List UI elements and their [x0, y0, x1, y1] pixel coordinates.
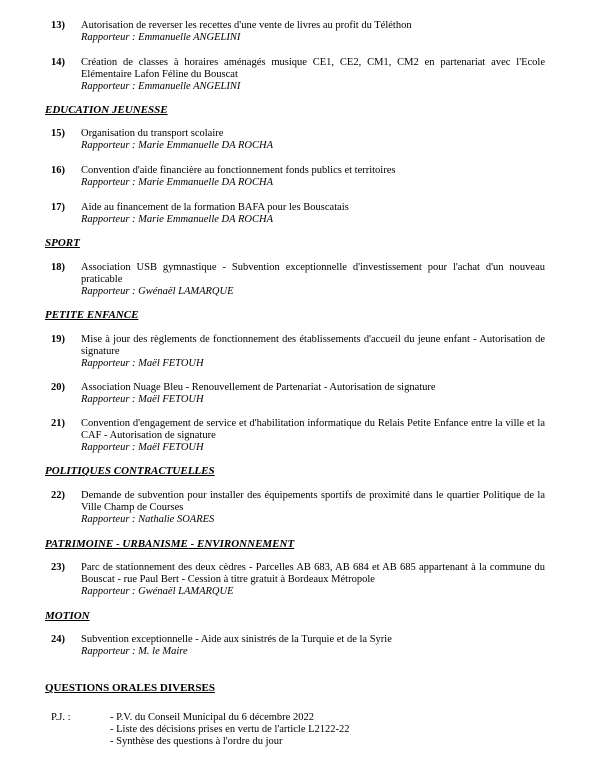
item-title: Convention d'engagement de service et d'habilitation informatique du Relais Petite Enfance entre la ville et la CAF - Autorisation de signature — [81, 418, 545, 441]
item-body — [81, 382, 545, 406]
item-rapporteur: Rapporteur : Nathalie SOARES — [81, 514, 215, 525]
item-number: 14) — [51, 57, 65, 68]
item-body — [81, 634, 545, 658]
item-title: Mise à jour des règlements de fonctionnement des établissements d'accueil du jeune enfant - Autorisation de signature — [81, 334, 545, 357]
item-rapporteur: Rapporteur : Maël FETOUH — [81, 358, 204, 369]
item-rapporteur: Rapporteur : Gwénaël LAMARQUE — [81, 286, 234, 297]
item-rapporteur: Rapporteur : Marie Emmanuelle DA ROCHA — [81, 140, 273, 151]
attachments-label: P.J. : — [51, 712, 71, 723]
item-title: Parc de stationnement des deux cèdres - Parcelles AB 683, AB 684 et AB 685 appartenant à la commune du Bouscat - rue Paul Bert - Cession à titre gratuit à Bordeaux Métropole — [81, 562, 545, 585]
item-body — [81, 20, 545, 44]
section-title-questions: QUESTIONS ORALES DIVERSES — [45, 682, 215, 694]
section-title-education: EDUCATION JEUNESSE — [45, 104, 168, 116]
item-body — [81, 334, 545, 370]
item-rapporteur: Rapporteur : Emmanuelle ANGELINI — [81, 32, 241, 43]
section-title-patrimoine: PATRIMOINE - URBANISME - ENVIRONNEMENT — [45, 538, 295, 550]
item-title: Autorisation de reverser les recettes d'une vente de livres au profit du Téléthon — [81, 20, 412, 31]
item-number: 19) — [51, 334, 65, 345]
item-rapporteur: Rapporteur : Emmanuelle ANGELINI — [81, 81, 241, 92]
item-body — [81, 418, 545, 454]
item-body — [81, 57, 545, 93]
section-title-petite-enfance: PETITE ENFANCE — [45, 309, 139, 321]
item-title: Demande de subvention pour installer des équipements sportifs de proximité dans le quartier Politique de la Ville Champ de Courses — [81, 490, 545, 513]
item-number: 23) — [51, 562, 65, 573]
item-number: 21) — [51, 418, 65, 429]
item-rapporteur: Rapporteur : Maël FETOUH — [81, 442, 204, 453]
item-body — [81, 562, 545, 598]
item-title: Création de classes à horaires aménagés musique CE1, CE2, CM1, CM2 en partenariat avec l'Ecole Elémentaire Lafon Féline du Bouscat — [81, 57, 545, 80]
item-title: Aide au financement de la formation BAFA pour les Bouscatais — [81, 202, 349, 213]
item-title: Association Nuage Bleu - Renouvellement de Partenariat - Autorisation de signature — [81, 382, 436, 393]
item-body — [81, 165, 545, 189]
item-number: 15) — [51, 128, 65, 139]
section-title-sport: SPORT — [45, 237, 80, 249]
item-body — [81, 490, 545, 526]
item-number: 24) — [51, 634, 65, 645]
item-number: 13) — [51, 20, 65, 31]
item-rapporteur: Rapporteur : Marie Emmanuelle DA ROCHA — [81, 214, 273, 225]
item-title: Convention d'aide financière au fonctionnement fonds publics et territoires — [81, 165, 396, 176]
attachments-list — [110, 712, 350, 748]
attachment-entry: - Liste des décisions prises en vertu de l'article L2122-22 — [110, 724, 350, 735]
item-rapporteur: Rapporteur : Gwénaël LAMARQUE — [81, 586, 234, 597]
item-rapporteur: Rapporteur : Maël FETOUH — [81, 394, 204, 405]
item-title: Subvention exceptionnelle - Aide aux sinistrés de la Turquie et de la Syrie — [81, 634, 392, 645]
item-body — [81, 128, 545, 152]
item-body — [81, 202, 545, 226]
item-number: 17) — [51, 202, 65, 213]
attachment-entry: - Synthèse des questions à l'ordre du jour — [110, 736, 283, 747]
item-number: 20) — [51, 382, 65, 393]
item-rapporteur: Rapporteur : Marie Emmanuelle DA ROCHA — [81, 177, 273, 188]
item-number: 22) — [51, 490, 65, 501]
item-title: Organisation du transport scolaire — [81, 128, 224, 139]
item-number: 18) — [51, 262, 65, 273]
section-title-motion: MOTION — [45, 610, 90, 622]
item-body — [81, 262, 545, 298]
attachment-entry: - P.V. du Conseil Municipal du 6 décembre 2022 — [110, 712, 314, 723]
item-title: Association USB gymnastique - Subvention exceptionnelle d'investissement pour l'achat d'un nouveau praticable — [81, 262, 545, 285]
item-rapporteur: Rapporteur : M. le Maire — [81, 646, 188, 657]
item-number: 16) — [51, 165, 65, 176]
section-title-politiques: POLITIQUES CONTRACTUELLES — [45, 465, 215, 477]
